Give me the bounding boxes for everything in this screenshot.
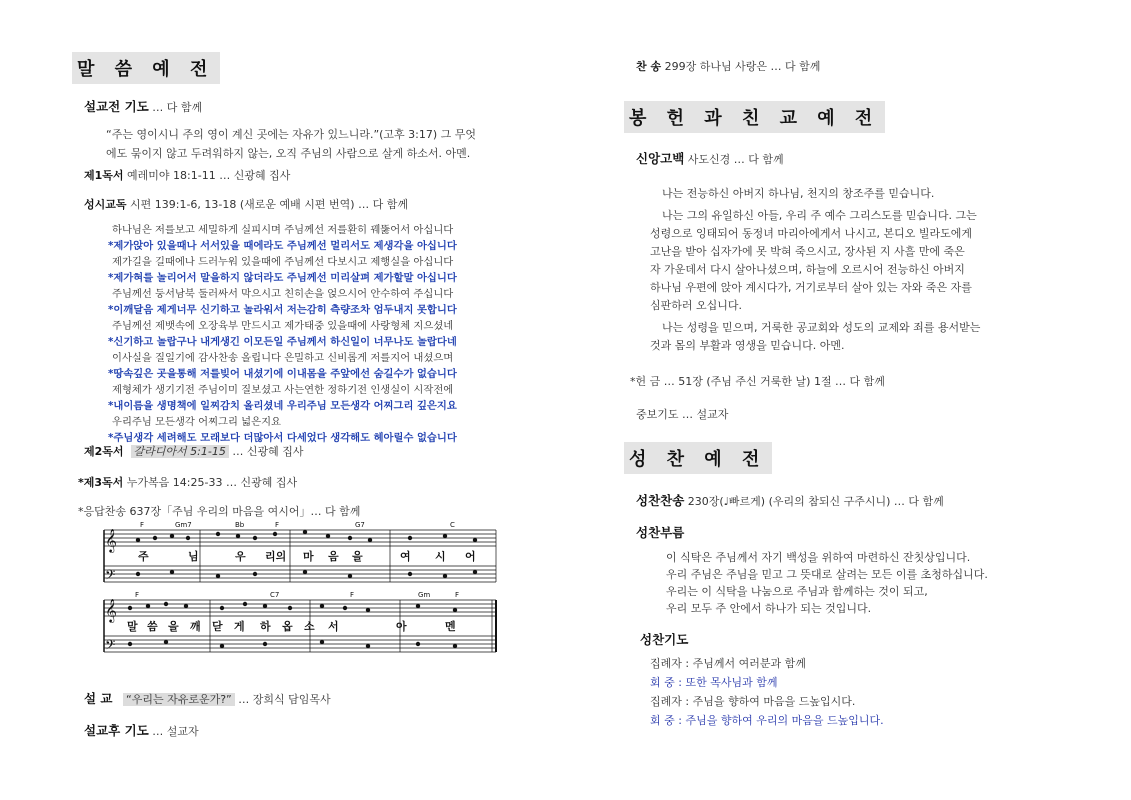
- psalm-line: 우리주님 모든생각 어찌그리 넓은지요: [112, 416, 281, 428]
- lyric-syllable: 우: [235, 550, 246, 563]
- psalm-line-response: *제가혀를 놀리어서 말을하지 않더라도 주님께선 미리살펴 제가할말 아십니다: [108, 272, 457, 284]
- dialogue-line: 집례자 : 주님께서 여러분과 함께: [650, 657, 806, 670]
- psalm-line: 제가길을 길때에나 드러누워 있을때에 주님께선 다보시고 제행실을 아십니다: [112, 256, 454, 268]
- chord-label: Bb: [235, 521, 245, 529]
- lyric-syllable: 을: [168, 620, 179, 633]
- lyric-syllable: 닫: [212, 620, 223, 633]
- music-score: [100, 520, 500, 660]
- lyric-syllable: 옵: [282, 620, 293, 633]
- psalm-line: 주님께선 제뱃속에 오장육부 만드시고 제가태중 있을때에 사랑형체 지으셨네: [112, 320, 454, 332]
- response-hymn: *응답찬송 637장「주님 우리의 마음을 여시어」… 다 함께: [78, 505, 361, 518]
- psalm-line: 하나님은 저를보고 세밀하게 실피시며 주님께선 저를환히 꿰뚫어서 아십니다: [112, 224, 454, 236]
- creed-line: 것과 몸의 부활과 영생을 믿습니다. 아멘.: [650, 339, 845, 352]
- dialogue-line: 집례자 : 주님을 향하여 마음을 드높입시다.: [650, 695, 856, 708]
- psalm-line: 이사실을 질일기에 감사찬송 올립니다 은밀하고 신비롭게 저를지어 내셨으며: [112, 352, 454, 364]
- communion-invitation: 성찬부름: [636, 525, 685, 540]
- invitation-line: 우리는 이 식탁을 나눔으로 주님과 함께하는 것이 되고,: [666, 585, 928, 598]
- creed-line: 자 가운데서 다시 살아나셨으며, 하늘에 오르시어 전능하신 아버지: [650, 263, 965, 276]
- psalm-line-response: *땅속깊은 곳을통해 저를빚어 내셨기에 이내몸을 주앞에선 숨길수가 없습니다: [108, 368, 457, 380]
- creed-line: 성령으로 잉태되어 동정녀 마리아에게서 나시고, 본디오 빌라도에게: [650, 227, 973, 240]
- chord-label: F: [455, 591, 460, 599]
- lyric-syllable: 소: [304, 620, 315, 633]
- reading-3: *제3독서 누가복음 14:25-33 … 신광혜 집사: [78, 476, 298, 489]
- lyric-syllable: 주: [138, 550, 149, 563]
- chord-label: Gm7: [175, 521, 192, 529]
- hymn-299: 찬 송 299장 하나님 사랑은 … 다 함께: [636, 60, 821, 73]
- lyric-syllable: 님: [188, 550, 199, 563]
- invitation-line: 이 식탁은 주님께서 자기 백성을 위하여 마련하신 잔칫상입니다.: [666, 551, 971, 564]
- lyric-syllable: 서: [328, 620, 339, 633]
- chord-label: G7: [355, 521, 365, 529]
- dialogue-line-response: 회 중 : 주님을 향하여 우리의 마음을 드높입니다.: [650, 714, 884, 727]
- lyric-syllable: 깨: [190, 620, 201, 633]
- creed-line: 심판하러 오십니다.: [650, 299, 743, 312]
- lyric-syllable: 을: [352, 550, 363, 563]
- psalm-line-response: *주님생각 세려해도 모래보다 더많아서 다세었다 생각해도 헤아릴수 없습니다: [108, 432, 457, 444]
- lyric-syllable: 말: [127, 620, 138, 633]
- lyric-syllable: 어: [465, 550, 476, 563]
- psalm-line-response: *신기하고 놀랍구나 내게생긴 이모든일 주님께서 하신일이 너무나도 놀랍다네: [108, 336, 457, 348]
- svg-text:𝄞: 𝄞: [105, 598, 117, 622]
- dialogue-line-response: 회 중 : 또한 목사님과 함께: [650, 676, 778, 689]
- chord-label: Gm: [418, 591, 431, 599]
- section-title-word-service: 말 씀 예 전: [72, 52, 220, 84]
- invitation-line: 우리 주님은 주님을 믿고 그 뜻대로 살려는 모든 이를 초청하십니다.: [666, 568, 988, 581]
- svg-text:𝄢: 𝄢: [105, 567, 116, 586]
- chord-label: C: [450, 521, 455, 529]
- psalm-reading: 성시교독 시편 139:1-6, 13-18 (새로운 예배 시편 번역) … 다 함께: [84, 198, 408, 211]
- chord-label: C7: [270, 591, 280, 599]
- lyric-syllable: 게: [234, 620, 245, 633]
- communion-prayer: 성찬기도: [640, 632, 689, 647]
- lyric-syllable: 하: [260, 620, 271, 633]
- psalm-line: 제형체가 생기기전 주님이미 질보셨고 사는연한 정하기전 인생실이 시작전에: [112, 384, 454, 396]
- chord-label: F: [275, 521, 280, 529]
- prayer-text-line-2: 에도 묶이지 않고 두려워하지 않는, 오직 주님의 사람으로 살게 하소서. 아멘.: [106, 147, 471, 160]
- chord-label: F: [140, 521, 145, 529]
- sermon: 설 교 “우리는 자유로운가?” … 장희식 담임목사: [84, 691, 331, 706]
- lyric-syllable: 멘: [445, 620, 456, 633]
- reading-1: 제1독서 예레미야 18:1-11 … 신광혜 집사: [84, 169, 291, 182]
- lyric-syllable: 음: [328, 550, 339, 563]
- creed: 신앙고백 사도신경 … 다 함께: [636, 151, 784, 166]
- section-title-offering-fellowship: 봉 헌 과 친 교 예 전: [624, 101, 885, 133]
- creed-line: 나는 성령을 믿으며, 거룩한 공교회와 성도의 교제와 죄를 용서받는: [662, 321, 981, 334]
- lyric-syllable: 아: [396, 620, 407, 633]
- svg-text:𝄢: 𝄢: [105, 637, 116, 656]
- psalm-line-response: *제가앉아 있을때나 서서있을 때에라도 주님께선 멀리서도 제생각을 아십니다: [108, 240, 457, 252]
- chord-label: F: [135, 591, 140, 599]
- prayer-after-sermon: 설교후 기도 … 설교자: [84, 723, 199, 738]
- creed-line: 나는 그의 유일하신 아들, 우리 주 예수 그리스도를 믿습니다. 그는: [662, 209, 977, 222]
- offering: *헌 금 … 51장 (주님 주신 거룩한 날) 1절 … 다 함께: [630, 375, 885, 388]
- psalm-line-response: *이깨달음 제게너무 신기하고 놀라워서 저는감히 측량조차 엄두내지 못합니다: [108, 304, 457, 316]
- psalm-line: 주님께선 둥서남북 둘러싸서 막으시고 친히손을 얹으시어 안수하여 주십니다: [112, 288, 454, 300]
- lyric-syllable: 시: [435, 550, 446, 563]
- creed-line: 하나님 우편에 앉아 계시다가, 거기로부터 살아 있는 자와 죽은 자를: [650, 281, 972, 294]
- lyric-syllable: 리의: [265, 550, 287, 563]
- creed-line: 고난을 받아 십자가에 못 박혀 죽으시고, 장사된 지 사흘 만에 죽은: [650, 245, 965, 258]
- reading-2: 제2독서 갈라디아서 5:1-15 … 신광혜 집사: [84, 445, 304, 458]
- intercession: 중보기도 … 설교자: [636, 408, 729, 421]
- prayer-before-sermon: 설교전 기도 … 다 함께: [84, 99, 203, 114]
- invitation-line: 우리 모두 주 안에서 하나가 되는 것입니다.: [666, 602, 872, 615]
- creed-line: 나는 전능하신 아버지 하나님, 천지의 창조주를 믿습니다.: [662, 187, 935, 200]
- chord-label: F: [350, 591, 355, 599]
- section-title-communion: 성 찬 예 전: [624, 442, 772, 474]
- svg-text:𝄞: 𝄞: [105, 528, 117, 552]
- lyric-syllable: 여: [400, 550, 411, 563]
- prayer-text-line-1: “주는 영이시니 주의 영이 계신 곳에는 자유가 있느니라.”(고후 3:17) 그 무엇: [106, 128, 477, 141]
- communion-hymn: 성찬찬송 230장(♩빠르게) (우리의 참되신 구주시니) … 다 함께: [636, 493, 944, 508]
- lyric-syllable: 씀: [147, 620, 158, 633]
- psalm-line-response: *내이름을 생명책에 일찌감치 올리셨네 우리주님 모든생각 어찌그리 깊은지요: [108, 400, 457, 412]
- lyric-syllable: 마: [303, 550, 314, 563]
